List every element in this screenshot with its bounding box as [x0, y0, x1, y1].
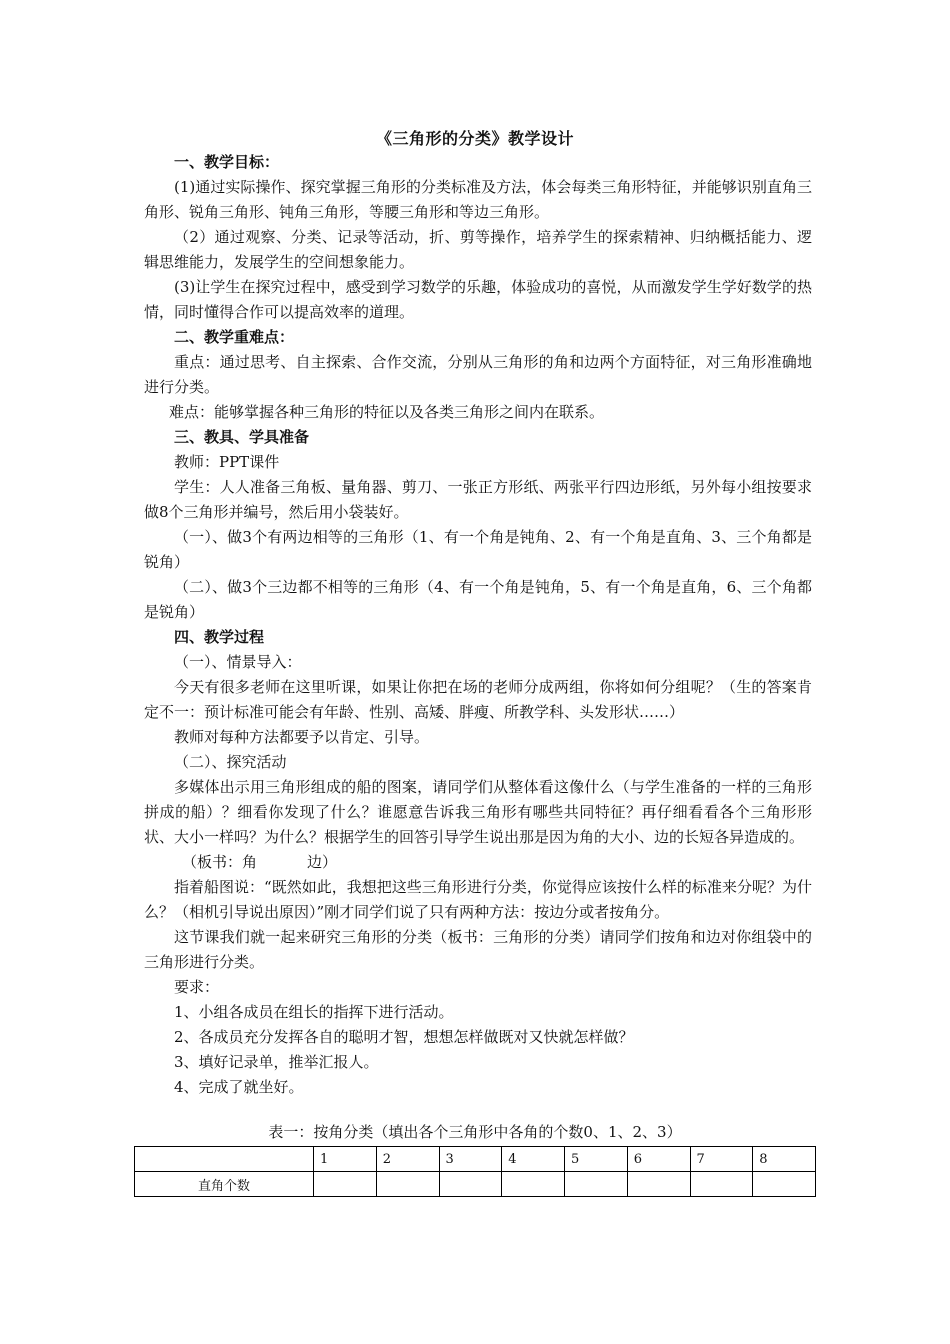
triangle-group-1: （一）、做3个有两边相等的三角形（1、有一个角是钝角、2、有一个角是直角、3、三个角都是锐角）: [144, 528, 812, 571]
angle-classification-table: [134, 1146, 816, 1197]
triangle-group-2: （二）、做3个三边都不相等的三角形（4、有一个角是钝角，5、有一个角是直角，6、三个角都是锐角）: [144, 578, 812, 621]
process-part-2-paragraph-2: 指着船图说：“既然如此，我想把这些三角形进行分类，你觉得应该按什么样的标准来分呢？为什么？（相机引导说出原因）”刚才同学们说了只有两种方法：按边分或者按角分。: [144, 878, 812, 921]
table-header-cell: 2: [376, 1147, 439, 1172]
table-caption: 表一：按角分类（填出各个三角形中各角的个数0、1、2、3）: [268, 1123, 682, 1141]
difficulty-text: 难点：能够掌握各种三角形的特征以及各类三角形之间内在联系。: [169, 403, 605, 421]
board-note-prefix: （板书：角: [182, 853, 258, 871]
process-part-1-paragraph-2: 教师对每种方法都要予以肯定、引导。: [174, 728, 430, 746]
process-part-2-paragraph-1: 多媒体出示用三角形组成的船的图案，请同学们从整体看这像什么（与学生准备的一样的三角形拼成的船）？细看你发现了什么？谁愿意告诉我三角形有哪些共同特征？再仔细看看各个三角形形状、大小一样吗？为什么？根据学生的回答引导学生说出那是因为角的大小、边的长短各异造成的。: [144, 778, 812, 846]
section-heading-goals: 一、教学目标：: [174, 153, 280, 171]
table-cell: [502, 1172, 565, 1197]
table-header-cell: 1: [314, 1147, 377, 1172]
table-cell: [753, 1172, 816, 1197]
student-materials: 学生：人人准备三角板、量角器、剪刀、一张正方形纸、两张平行四边形纸，另外每小组按要求做8个三角形并编号，然后用小袋装好。: [144, 478, 812, 521]
table-row: [135, 1172, 816, 1197]
requirement-item-2: 2、各成员充分发挥各自的聪明才智，想想怎样做既对又快就怎样做？: [174, 1028, 634, 1046]
goal-item-1: (1)通过实际操作、探究掌握三角形的分类标准及方法，体会每类三角形特征，并能够识别直角三角形、锐角三角形、钝角三角形，等腰三角形和等边三角形。: [144, 178, 812, 221]
teacher-materials: 教师：PPT课件: [174, 453, 280, 471]
table-header-cell: 4: [502, 1147, 565, 1172]
board-note: [144, 850, 812, 875]
table-cell: [439, 1172, 502, 1197]
requirement-item-4: 4、完成了就坐好。: [174, 1078, 304, 1096]
section-heading-key-points: 二、教学重难点：: [174, 328, 295, 346]
table-cell: [565, 1172, 628, 1197]
process-part-1-title: （一）、情景导入：: [174, 653, 302, 671]
body-text: [144, 150, 812, 1100]
process-part-2-paragraph-3: 这节课我们就一起来研究三角形的分类（板书：三角形的分类）请同学们按角和边对你组袋中的三角形进行分类。: [144, 928, 812, 971]
table-cell: [314, 1172, 377, 1197]
section-heading-process: 四、教学过程: [174, 628, 265, 646]
table-header-cell: 7: [690, 1147, 753, 1172]
goal-item-3: (3)让学生在探究过程中，感受到学习数学的乐趣，体验成功的喜悦，从而激发学生学好数学的热情，同时懂得合作可以提高效率的道理。: [144, 278, 812, 321]
table-cell: [690, 1172, 753, 1197]
section-heading-materials: 三、教具、学具准备: [174, 428, 310, 446]
requirement-item-1: 1、小组各成员在组长的指挥下进行活动。: [174, 1003, 454, 1021]
process-part-2-title: （二）、探究活动: [174, 753, 287, 771]
document-title: 《三角形的分类》教学设计: [375, 129, 574, 148]
table-header-row: [135, 1147, 816, 1172]
table-header-cell: 3: [439, 1147, 502, 1172]
table-header-cell: 6: [627, 1147, 690, 1172]
requirements-title: 要求：: [174, 978, 220, 996]
table-header-cell: 5: [565, 1147, 628, 1172]
table-cell: [627, 1172, 690, 1197]
table-header-cell: [135, 1147, 314, 1172]
table-header-cell: 8: [753, 1147, 816, 1172]
board-note-suffix: 边）: [307, 853, 338, 871]
process-part-1-paragraph-1: 今天有很多老师在这里听课，如果让你把在场的老师分成两组，你将如何分组呢？（生的答案肯定不一：预计标准可能会有年龄、性别、高矮、胖瘦、所教学科、头发形状……）: [144, 678, 812, 721]
goal-item-2: （2）通过观察、分类、记录等活动，折、剪等操作，培养学生的探索精神、归纳概括能力、逻辑思维能力，发展学生的空间想象能力。: [144, 228, 812, 271]
key-point-text: 重点：通过思考、自主探索、合作交流，分别从三角形的角和边两个方面特征，对三角形准确地进行分类。: [144, 353, 812, 396]
table-cell: [376, 1172, 439, 1197]
requirement-item-3: 3、填好记录单，推举汇报人。: [174, 1053, 379, 1071]
table-row-label: 直角个数: [135, 1172, 314, 1197]
